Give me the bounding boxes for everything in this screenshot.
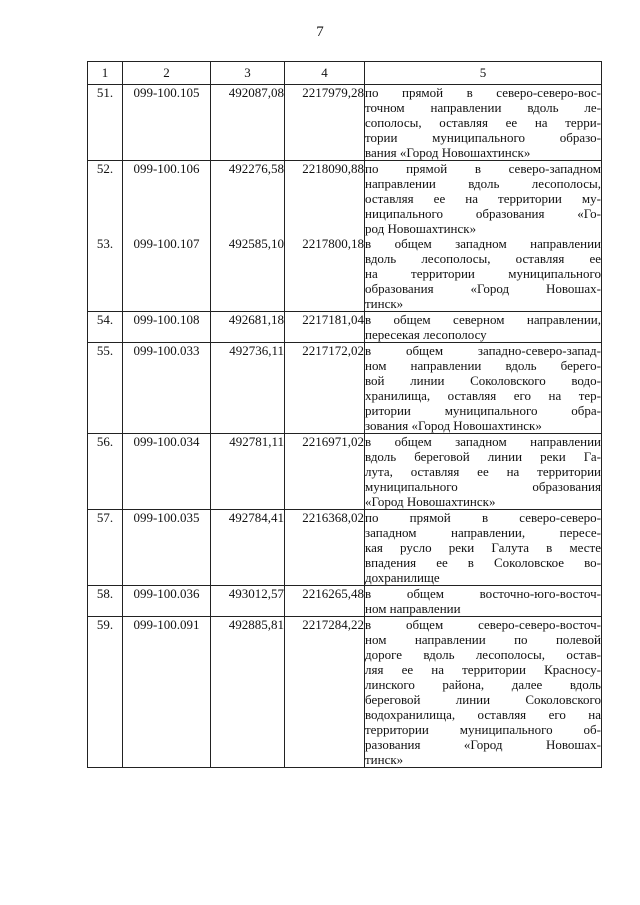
description-line: тинск» [365,296,404,311]
description-line: ляя ее на территории Красносу- [365,662,601,677]
description-line: «Город Новошахтинск» [365,494,496,509]
point-code: 099-100.108 [123,312,211,343]
description-line: оставляя ее на территории му- [365,191,601,206]
header-col-5: 5 [365,62,602,85]
description-line: по прямой в северо-западном [365,161,601,176]
description-line: ном направлении [365,601,461,616]
coordinate-y: 2217979,28 [285,85,365,161]
table-row [88,161,602,237]
description-line: лута, оставляя ее на территории [365,464,601,479]
description-line: западном направлении, пересе- [365,525,601,540]
boundary-description [365,85,602,161]
description-line: вания «Город Новошахтинск» [365,145,531,160]
description-line: дохранилище [365,570,440,585]
point-code: 099-100.105 [123,85,211,161]
point-number: 52. [88,161,123,237]
point-code: 099-100.036 [123,586,211,617]
coordinate-y: 2218090,88 [285,161,365,237]
description-line: линского района, далее вдоль [365,677,601,692]
description-line: тинск» [365,752,404,767]
point-code: 099-100.034 [123,434,211,510]
boundary-description [365,161,602,237]
point-code: 099-100.106 [123,161,211,237]
coordinate-x: 493012,57 [211,586,285,617]
point-number: 54. [88,312,123,343]
description-line: в общем северо-северо-восточ- [365,617,601,632]
boundary-description [365,586,602,617]
description-line: ритории муниципального обра- [365,403,601,418]
description-line: дороге вдоль лесополосы, остав- [365,647,601,662]
header-col-1: 1 [88,62,123,85]
description-line: муниципального образования [365,479,601,494]
description-line: хранилища, оставляя его на тер- [365,388,601,403]
coordinate-x: 492781,11 [211,434,285,510]
description-line: зования «Город Новошахтинск» [365,418,542,433]
point-number: 57. [88,510,123,586]
description-line: впадения ее в Соколовское во- [365,555,601,570]
point-number: 55. [88,343,123,434]
coordinate-x: 492087,08 [211,85,285,161]
table-row [88,617,602,768]
description-line: вдоль лесополосы, оставляя ее [365,251,601,266]
table-row [88,236,602,312]
description-line: в общем восточно-юго-восточ- [365,586,601,601]
point-number: 59. [88,617,123,768]
point-code: 099-100.091 [123,617,211,768]
description-line: по прямой в северо-северо-вос- [365,85,601,100]
description-line: на территории муниципального [365,266,601,281]
description-line: береговой линии Соколовского [365,692,601,707]
boundary-points-table [87,61,602,768]
description-line: в общем западно-северо-запад- [365,343,601,358]
description-line: территории муниципального об- [365,722,601,737]
coordinate-y: 2217284,22 [285,617,365,768]
description-line: ном направлении вдоль берего- [365,358,601,373]
boundary-description [365,617,602,768]
coordinate-y: 2216368,02 [285,510,365,586]
header-col-3: 3 [211,62,285,85]
point-number: 51. [88,85,123,161]
coordinate-x: 492276,58 [211,161,285,237]
description-line: разования «Город Новошах- [365,737,601,752]
table-row [88,85,602,161]
description-line: ниципального образования «Го- [365,206,601,221]
point-code: 099-100.033 [123,343,211,434]
point-number: 56. [88,434,123,510]
point-number: 58. [88,586,123,617]
coordinate-x: 492784,41 [211,510,285,586]
coordinate-x: 492585,10 [211,236,285,312]
point-number: 53. [88,236,123,312]
description-line: по прямой в северо-северо- [365,510,601,525]
boundary-description [365,434,602,510]
description-line: вой линии Соколовского водо- [365,373,601,388]
table-row [88,312,602,343]
description-line: род Новошахтинск» [365,221,477,236]
coordinate-y: 2216265,48 [285,586,365,617]
boundary-description [365,343,602,434]
header-col-2: 2 [123,62,211,85]
boundary-description [365,236,602,312]
description-line: точном направлении вдоль ле- [365,100,601,115]
table-row [88,343,602,434]
coordinate-x: 492885,81 [211,617,285,768]
coordinate-x: 492681,18 [211,312,285,343]
point-code: 099-100.107 [123,236,211,312]
boundary-description [365,312,602,343]
table-row [88,586,602,617]
description-line: кая русло реки Галута в месте [365,540,601,555]
coordinate-x: 492736,11 [211,343,285,434]
table-header-row [88,62,602,85]
description-line: ном направлении по полевой [365,632,601,647]
description-line: вдоль береговой линии реки Га- [365,449,601,464]
header-col-4: 4 [285,62,365,85]
description-line: направлении вдоль лесополосы, [365,176,601,191]
coordinate-y: 2217181,04 [285,312,365,343]
description-line: сополосы, оставляя ее на терри- [365,115,601,130]
description-line: в общем западном направлении [365,434,601,449]
description-line: в общем северном направлении, [365,312,601,327]
coordinate-y: 2216971,02 [285,434,365,510]
table-row [88,434,602,510]
description-line: образования «Город Новошах- [365,281,601,296]
description-line: водохранилища, оставляя его на [365,707,601,722]
coordinate-y: 2217172,02 [285,343,365,434]
description-line: тории муниципального образо- [365,130,601,145]
page-number: 7 [316,24,324,40]
description-line: пересекая лесополосу [365,327,487,342]
coordinate-y: 2217800,18 [285,236,365,312]
point-code: 099-100.035 [123,510,211,586]
table-row [88,510,602,586]
boundary-description [365,510,602,586]
description-line: в общем западном направлении [365,236,601,251]
